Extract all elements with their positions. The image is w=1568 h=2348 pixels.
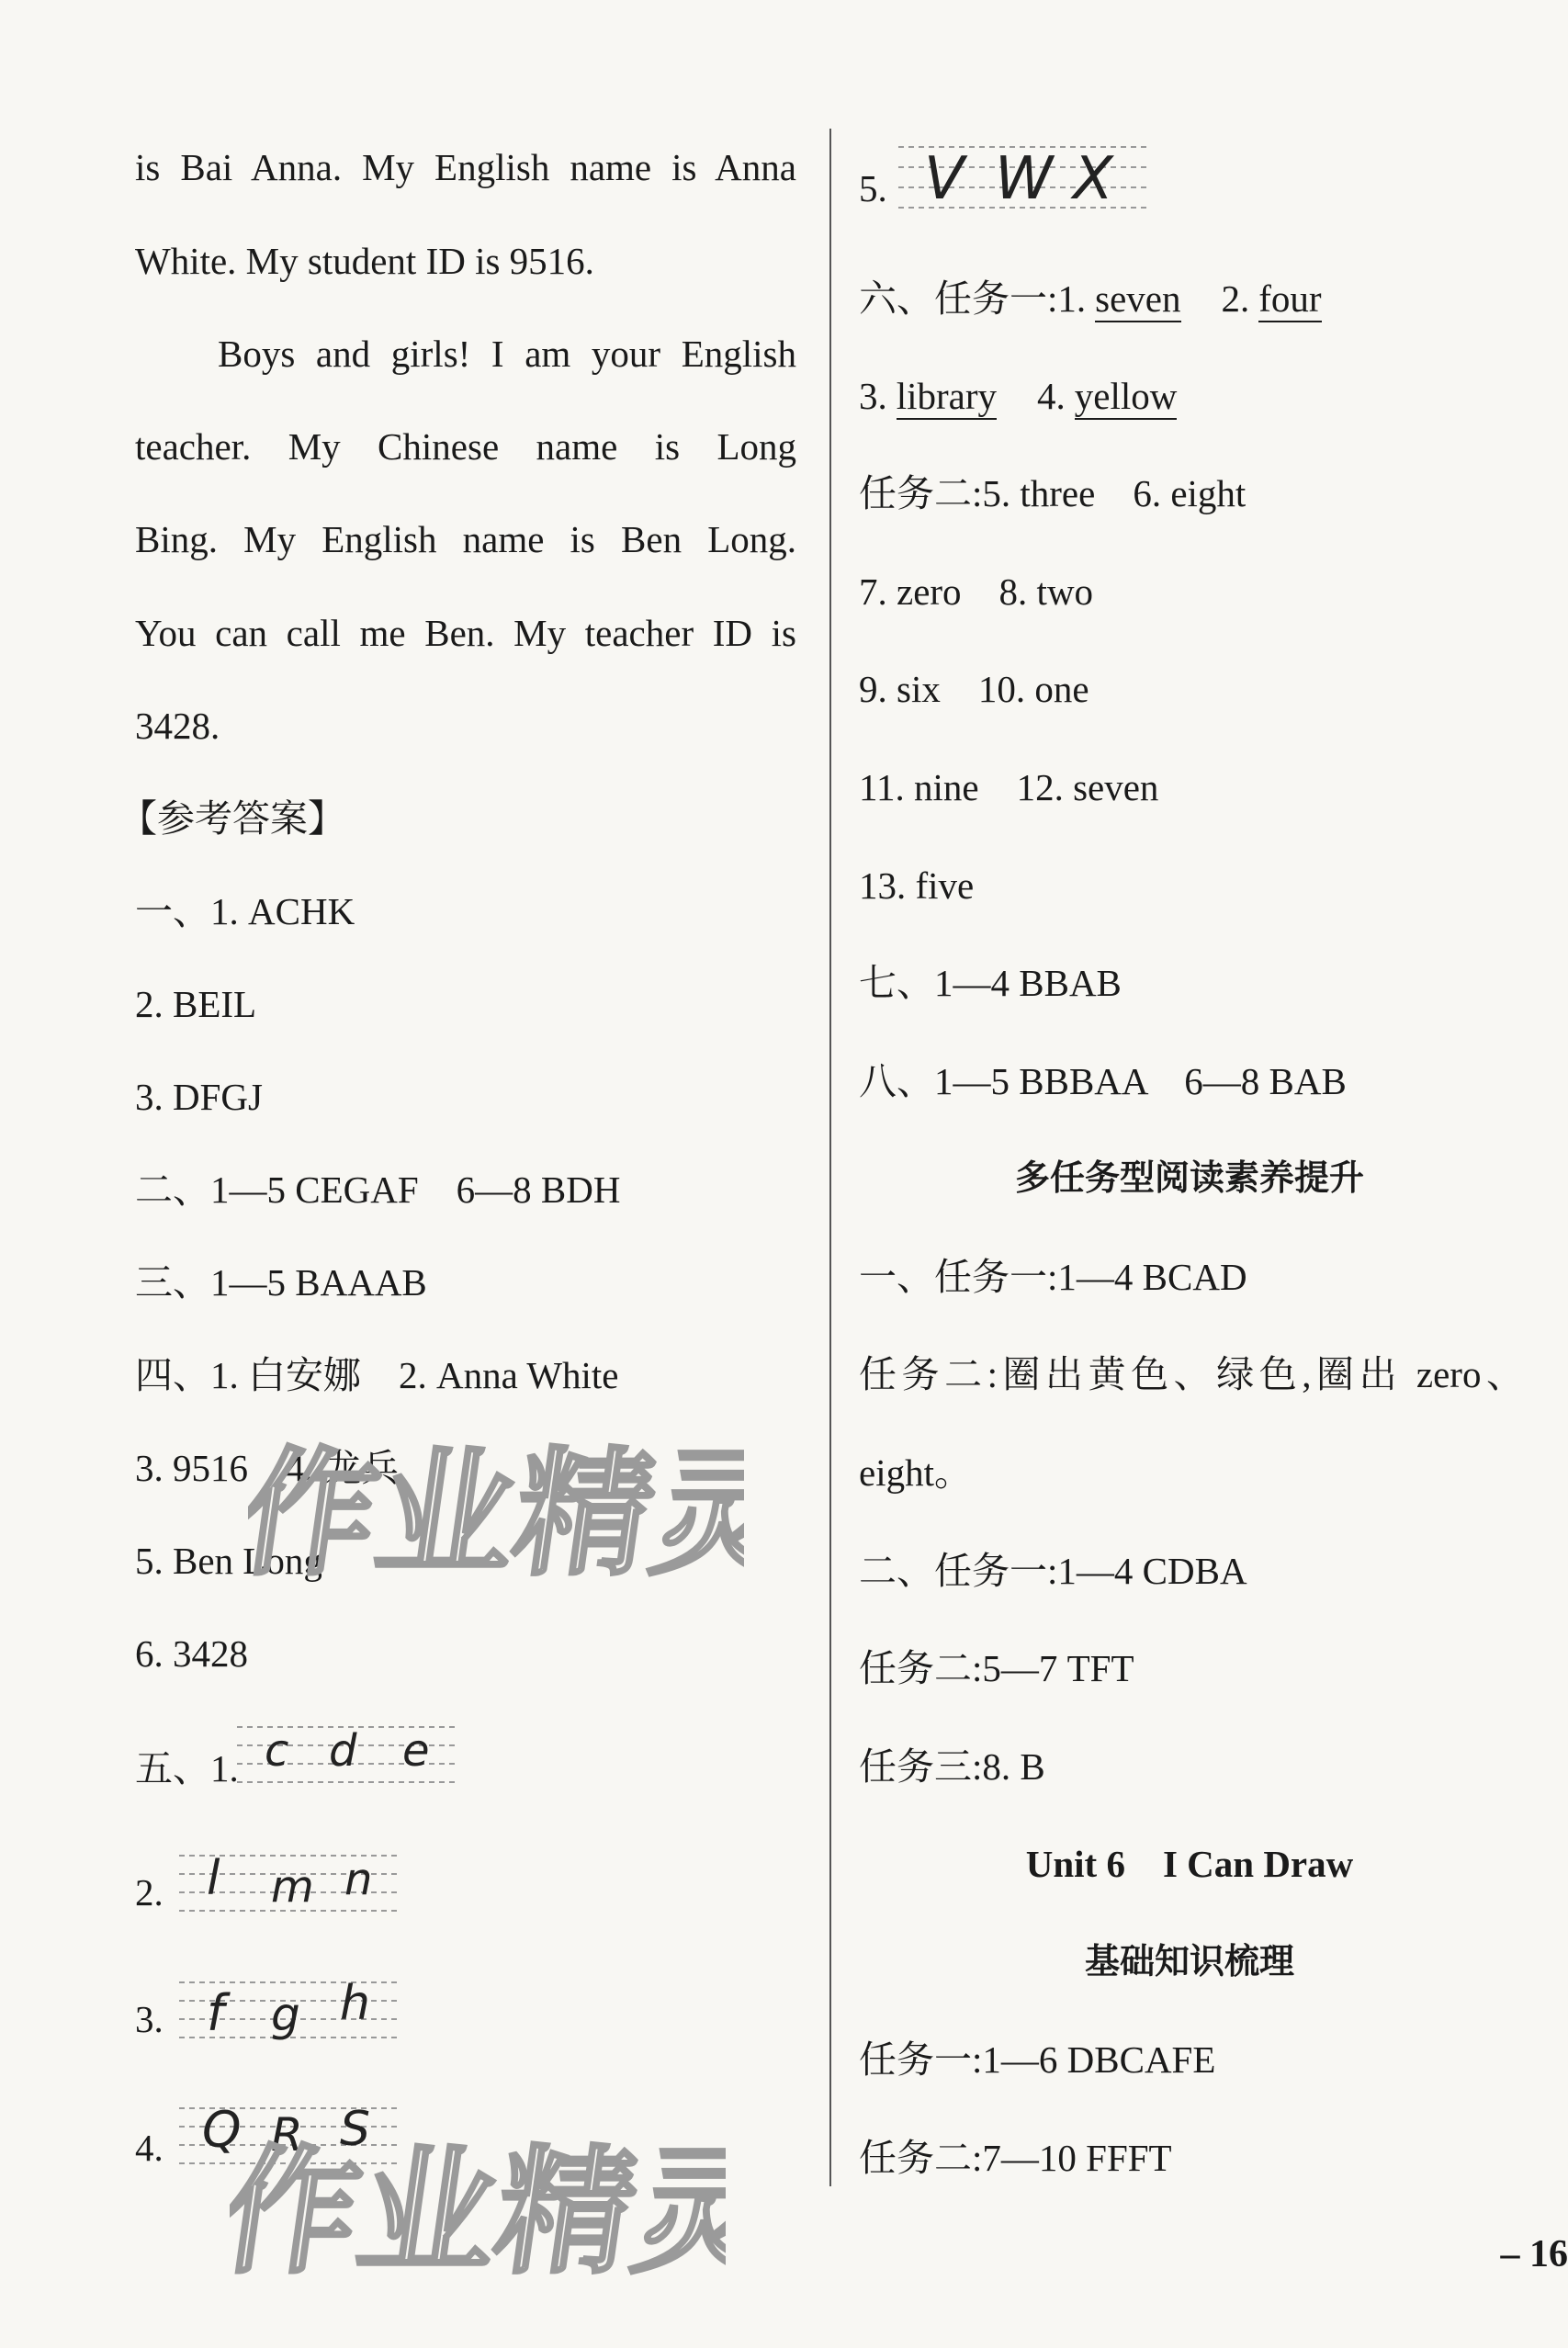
section-title: 多任务型阅读素养提升 [1014,1157,1364,1198]
handwritten-letter: n [344,1854,373,1905]
answer-line: 11. nine 12. seven [859,766,1159,808]
writing-label-1: 五、1. [135,1747,239,1789]
answer-line: 7. zero 8. two [859,570,1094,613]
answer-line: 9. six 10. one [859,668,1089,710]
answer-line: 二、任务一:1—4 CDBA [859,1550,1247,1592]
handwritten-letter: g [271,1988,300,2041]
passage-line-5: Bing. My English name is Ben Long. [135,518,796,560]
answer-line: 三、1—5 BAAAB [135,1261,427,1304]
handwriting-row-4 [179,2099,400,2173]
writing-label-5: 5. [859,167,887,209]
handwritten-letter: c [265,1725,289,1777]
answer-line: eight。 [859,1451,972,1494]
answer-line: 3. 9516 4. 龙兵 [135,1447,399,1489]
watermark-text: 作业精灵 [230,2131,726,2293]
handwritten-letter: W [995,145,1054,213]
handwritten-letter: R [271,2108,303,2162]
answer-line: 5. Ben Long [135,1540,322,1582]
column-divider [829,129,831,2186]
handwriting-row-2 [179,1846,400,1920]
watermark-text: 作业精灵 [248,1433,744,1595]
answer-line: 一、任务一:1—4 BCAD [859,1256,1247,1298]
six-p2: 4. [1037,375,1066,417]
sub-title: 基础知识梳理 [1084,1941,1294,1981]
reference-answer-heading: 【参考答案】 [119,797,345,840]
six-mid: 2. [1221,277,1250,320]
answer-line: 一、1. ACHK [135,890,355,932]
answer-line: 七、1—4 BBAB [859,962,1122,1004]
answer-line: 八、1—5 BBBAA 6—8 BAB [859,1060,1347,1102]
writing-label-2: 2. [135,1871,164,1913]
answer-line: 任务二:7—10 FFFT [859,2137,1172,2179]
handwriting-row-3 [179,1973,400,2047]
underlined-answer: library [897,375,997,420]
answer-line: 6. 3428 [135,1632,248,1675]
handwritten-letter: m [271,1861,314,1913]
handwriting-row-5 [898,138,1146,220]
handwritten-letter: V [924,145,964,213]
answer-line: 2. BEIL [135,983,257,1025]
writing-label-4: 4. [135,2127,164,2169]
writing-label-3: 3. [135,1998,164,2040]
handwritten-letter: l [207,1851,220,1906]
answer-line: 3. DFGJ [135,1076,263,1118]
answer-line-six-2 [859,375,1178,417]
answer-line: 任务二:5—7 TFT [859,1647,1134,1689]
six-prefix: 六、任务一:1. [859,277,1087,320]
handwritten-letter: e [402,1725,430,1777]
six-p1: 3. [859,375,887,417]
underlined-answer: seven [1095,277,1180,322]
answer-line-six-1 [859,277,1322,320]
answer-line: 四、1. 白安娜 2. Anna White [135,1354,619,1396]
passage-line-7: 3428. [135,705,220,747]
handwritten-letter: X [1073,145,1113,213]
handwritten-letter: h [340,1976,370,2031]
underlined-answer: yellow [1075,375,1178,420]
passage-line-2: White. My student ID is 9516. [135,240,594,282]
passage-line-3: Boys and girls! I am your English [218,333,796,375]
passage-line-1: is Bai Anna. My English name is Anna [135,146,796,188]
handwriting-row-1 [237,1718,457,1791]
passage-line-4: teacher. My Chinese name is Long [135,425,796,468]
unit-title: Unit 6 I Can Draw [1025,1843,1354,1885]
handwritten-letter: d [329,1725,357,1777]
answer-line: 13. five [859,864,975,907]
passage-line-6: You can call me Ben. My teacher ID is [135,612,796,654]
page-number: – 16 [1500,2233,1568,2275]
handwritten-letter: S [340,2102,371,2157]
answer-line: 任务一:1—6 DBCAFE [859,2038,1216,2081]
handwritten-letter: f [207,1984,225,2042]
underlined-answer: four [1258,277,1321,322]
answer-line: 任务二:5. three 6. eight [859,472,1247,514]
answer-line: 任务二:圈出黄色、绿色,圈出 zero、 [859,1353,1524,1395]
handwritten-letter: Q [202,2101,242,2159]
answer-line: 二、1—5 CEGAF 6—8 BDH [135,1168,621,1211]
answer-line: 任务三:8. B [859,1745,1045,1788]
